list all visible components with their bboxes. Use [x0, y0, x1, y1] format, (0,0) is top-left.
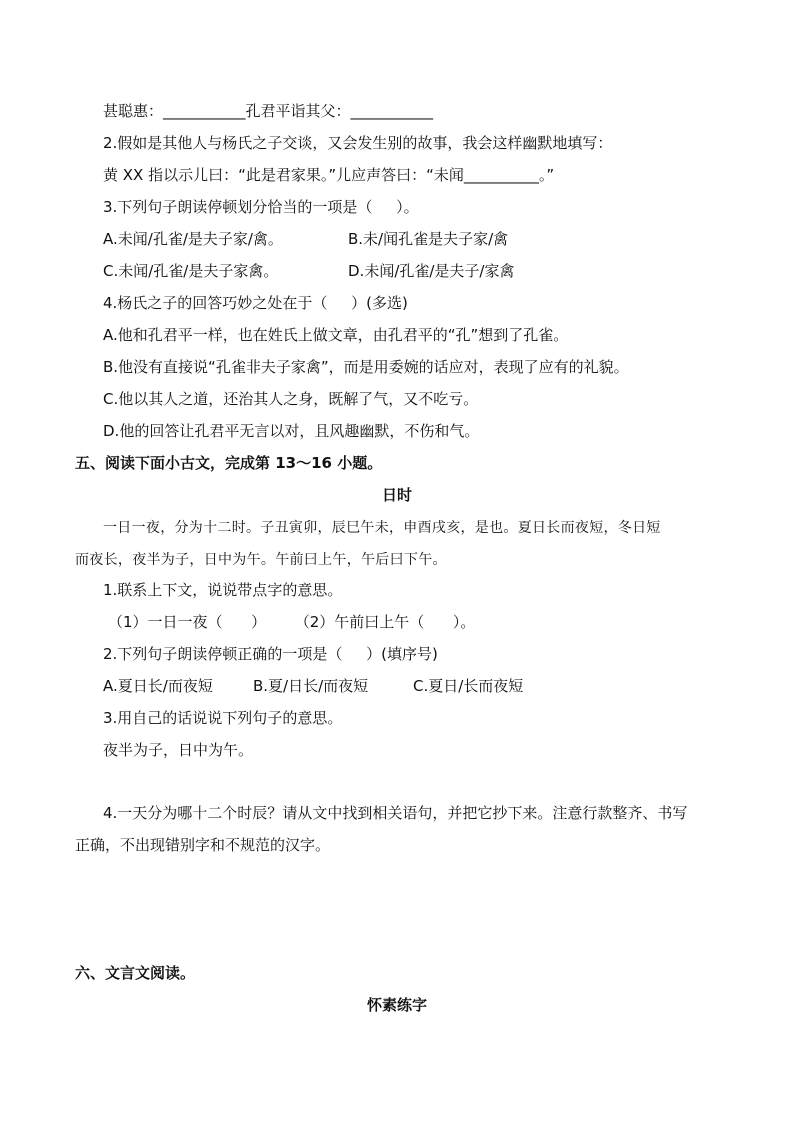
question-4: 4.一天分为哪十二个时辰？请从文中找到相关语句，并把它抄下来。注意行款整齐、书写: [103, 804, 688, 822]
passage-title: 日时: [381, 486, 412, 504]
passage-text-line: 一日一夜，分为十二时。子丑寅卯，辰巳午未，申酉戌亥，是也。夏日长而夜短，冬日短: [103, 520, 661, 536]
question-4-continued: 正确，不出现错别字和不规范的汉字。: [75, 836, 331, 854]
option-b: B.未/闻孔雀是夫子家/禽: [348, 230, 509, 248]
option-b: B.夏/日长/而夜短: [253, 677, 369, 695]
passage-title: 怀素练字: [366, 996, 427, 1014]
question-2: 2.假如是其他人与杨氏之子交谈，又会发生别的故事，我会这样幽默地填写：: [103, 134, 613, 152]
option-d: D.未闻/孔雀/是夫子/家禽: [348, 262, 515, 280]
option-c: C.夏日/长而夜短: [413, 677, 524, 695]
question-2-dialogue: 黄 XX 指以示儿曰：“此是君家果。”儿应声答曰：“未闻__________。”: [103, 166, 555, 184]
option-a: A.未闻/孔雀/是夫子家/禽。: [103, 230, 283, 248]
option-a: A.他和孔君平一样，也在姓氏上做文章，由孔君平的“孔”想到了孔雀。: [103, 326, 569, 344]
fill-blank-line: 甚聪惠：___________孔君平诣其父：___________: [103, 102, 434, 120]
question-3-sentence: 夜半为子，日中为午。: [103, 741, 254, 759]
option-d: D.他的回答让孔君平无言以对，且风趣幽默，不伤和气。: [103, 422, 480, 440]
question-3: 3.用自己的话说说下列句子的意思。: [103, 709, 343, 727]
option-a: A.夏日长/而夜短: [103, 677, 213, 695]
passage-text-line: 而夜长，夜半为子，日中为午。午前曰上午，午后曰下午。: [75, 552, 447, 568]
question-2: 2.下列句子朗读停顿正确的一项是（ ）(填序号): [103, 645, 438, 663]
question-4: 4.杨氏之子的回答巧妙之处在于（ ）(多选): [103, 294, 408, 312]
section-5-heading: 五、阅读下面小古文，完成第 13～16 小题。: [75, 454, 383, 472]
question-1: 1.联系上下文，说说带点字的意思。: [103, 581, 343, 599]
option-b: B.他没有直接说“孔雀非夫子家禽”，而是用委婉的话应对，表现了应有的礼貌。: [103, 358, 629, 376]
section-6-heading: 六、文言文阅读。: [75, 964, 196, 982]
question-1-blanks: （1）一日一夜（ ） （2）午前曰上午（ ）。: [108, 613, 476, 631]
option-c: C.未闻/孔雀/是夫子家禽。: [103, 262, 279, 280]
question-3: 3.下列句子朗读停顿划分恰当的一项是（ ）。: [103, 198, 419, 216]
option-c: C.他以其人之道，还治其人之身，既解了气，又不吃亏。: [103, 390, 479, 408]
